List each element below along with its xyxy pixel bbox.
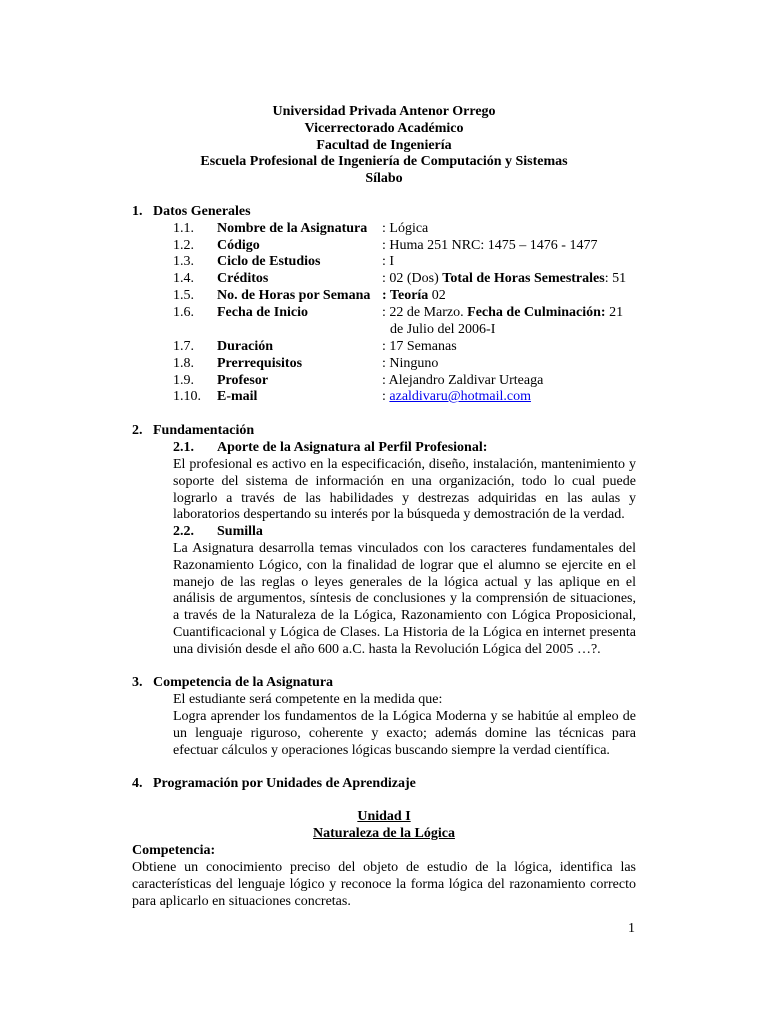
row-number: 1.8. xyxy=(173,356,194,371)
row-value: : 17 Semanas xyxy=(382,339,457,354)
school-name: Escuela Profesional de Ingeniería de Computación y Sistemas xyxy=(200,154,568,170)
row-value: : Alejandro Zaldivar Urteaga xyxy=(382,373,544,388)
section-2-number: 2. xyxy=(132,423,143,438)
total-hours-label: Total de Horas Semestrales xyxy=(442,271,605,286)
start-date: : 22 de Marzo. xyxy=(382,305,468,320)
row-number: 1.5. xyxy=(173,288,194,303)
row-number: 1.1. xyxy=(173,221,194,236)
data-row xyxy=(0,356,768,373)
row-number: 1.2. xyxy=(173,238,194,253)
end-date-day: 21 xyxy=(605,305,624,320)
competence-intro: El estudiante será competente en la medida que: xyxy=(173,692,443,707)
end-date-continuation: de Julio del 2006-I xyxy=(390,322,496,337)
row-number: 1.4. xyxy=(173,271,194,286)
row-key: Ciclo de Estudios xyxy=(217,254,321,269)
credits-value: : 02 (Dos) xyxy=(382,271,443,286)
row-key: Nombre de la Asignatura xyxy=(217,221,368,236)
row-value xyxy=(382,389,531,406)
unit-competence-text: Obtiene un conocimiento preciso del objeto de estudio de la lógica, identifica las características del lenguaje lógico y reconoce la forma lógica del razonamiento correcto para aplicarlo en situaciones concretas. xyxy=(132,860,636,909)
page-number: 1 xyxy=(628,921,635,936)
row-key: E-mail xyxy=(217,389,258,404)
summary-text: La Asignatura desarrolla temas vinculados con los caracteres fundamentales del Razonamiento Lógico, con la finalidad de lograr que el alumno se ejercite en el manejo de las reglas o leyes generales de la lógica actual y las aplique en el análisis de argumentos, síntesis de conclusiones y la comprensión de situaciones, a través de la Naturaleza de la Lógica, Razonamiento con Lógica Proposicional, Cuantificacional y Lógica de Clases. La Historia de la Lógica en internet presenta una división desde el año 600 a.C. hasta la Revolución Lógica del 2005 …?. xyxy=(173,541,636,657)
total-hours-value: : 51 xyxy=(604,271,627,286)
row-number: 1.6. xyxy=(173,305,194,320)
row-value: : Ninguno xyxy=(382,356,439,371)
row-key: Créditos xyxy=(217,271,269,286)
subsection-2-2-title: Sumilla xyxy=(217,524,263,539)
section-4-number: 4. xyxy=(132,776,143,791)
row-value xyxy=(382,305,623,322)
data-row xyxy=(0,305,768,322)
data-row xyxy=(0,271,768,288)
subsection-2-2-number: 2.2. xyxy=(173,524,194,539)
subsection-2-1-number: 2.1. xyxy=(173,440,194,455)
row-value: : Lógica xyxy=(382,221,429,236)
colon: : xyxy=(382,389,390,404)
row-number: 1.10. xyxy=(173,389,201,404)
row-key: No. de Horas por Semana xyxy=(217,288,371,303)
data-row xyxy=(0,254,768,271)
document-title: Sílabo xyxy=(365,171,403,187)
unit-title: Unidad I xyxy=(357,809,411,824)
colon: : xyxy=(382,288,390,303)
theory-label: Teoría xyxy=(389,288,429,303)
row-number: 1.3. xyxy=(173,254,194,269)
profile-contribution-text: El profesional es activo en la especificación, diseño, instalación, mantenimiento y soporte del sistema de información en una organización, todo lo cual puede lograrlo a través de las habilidades y destrezas adquiridas en las aulas y laboratorios despertando su interés por la búsqueda y demostración de la verdad. xyxy=(173,457,636,523)
theory-hours: 02 xyxy=(428,288,446,303)
university-name: Universidad Privada Antenor Orrego xyxy=(272,104,496,119)
section-1-number: 1. xyxy=(132,204,143,219)
row-number: 1.7. xyxy=(173,339,194,354)
data-row xyxy=(0,339,768,356)
section-2-title: Fundamentación xyxy=(153,423,255,438)
row-value: : I xyxy=(382,254,395,269)
section-1-title: Datos Generales xyxy=(153,204,251,219)
competence-text: Logra aprender los fundamentos de la Lógica Moderna y se habitúe al empleo de un lenguaje riguroso, coherente y exacto; además domine las técnicas para efectuar cálculos y operaciones lógicas buscando siempre la verdad científica. xyxy=(173,709,636,758)
faculty-name: Facultad de Ingeniería xyxy=(316,137,452,153)
row-value xyxy=(382,288,446,305)
data-row xyxy=(0,373,768,390)
row-value: : Huma 251 NRC: 1475 – 1476 - 1477 xyxy=(382,238,598,253)
row-key: Prerrequisitos xyxy=(217,356,303,371)
vice-rectorate: Vicerrectorado Académico xyxy=(304,120,464,136)
section-3-number: 3. xyxy=(132,675,143,690)
row-key: Duración xyxy=(217,339,273,354)
document-header xyxy=(100,104,668,188)
row-key: Código xyxy=(217,238,260,253)
data-row xyxy=(0,238,768,255)
data-row xyxy=(0,389,768,406)
section-3-title: Competencia de la Asignatura xyxy=(153,675,334,690)
competence-label: Competencia: xyxy=(132,843,216,858)
end-date-label: Fecha de Culminación: xyxy=(467,305,606,320)
section-4-title: Programación por Unidades de Aprendizaje xyxy=(153,776,416,791)
row-value xyxy=(382,271,626,288)
row-key: Profesor xyxy=(217,373,269,388)
row-number: 1.9. xyxy=(173,373,194,388)
subsection-2-1-title: Aporte de la Asignatura al Perfil Profesional: xyxy=(217,440,488,455)
unit-subtitle: Naturaleza de la Lógica xyxy=(313,826,455,841)
data-row xyxy=(0,221,768,238)
email-link[interactable]: azaldivaru@hotmail.com xyxy=(389,389,531,404)
data-row xyxy=(0,288,768,305)
row-key: Fecha de Inicio xyxy=(217,305,308,320)
